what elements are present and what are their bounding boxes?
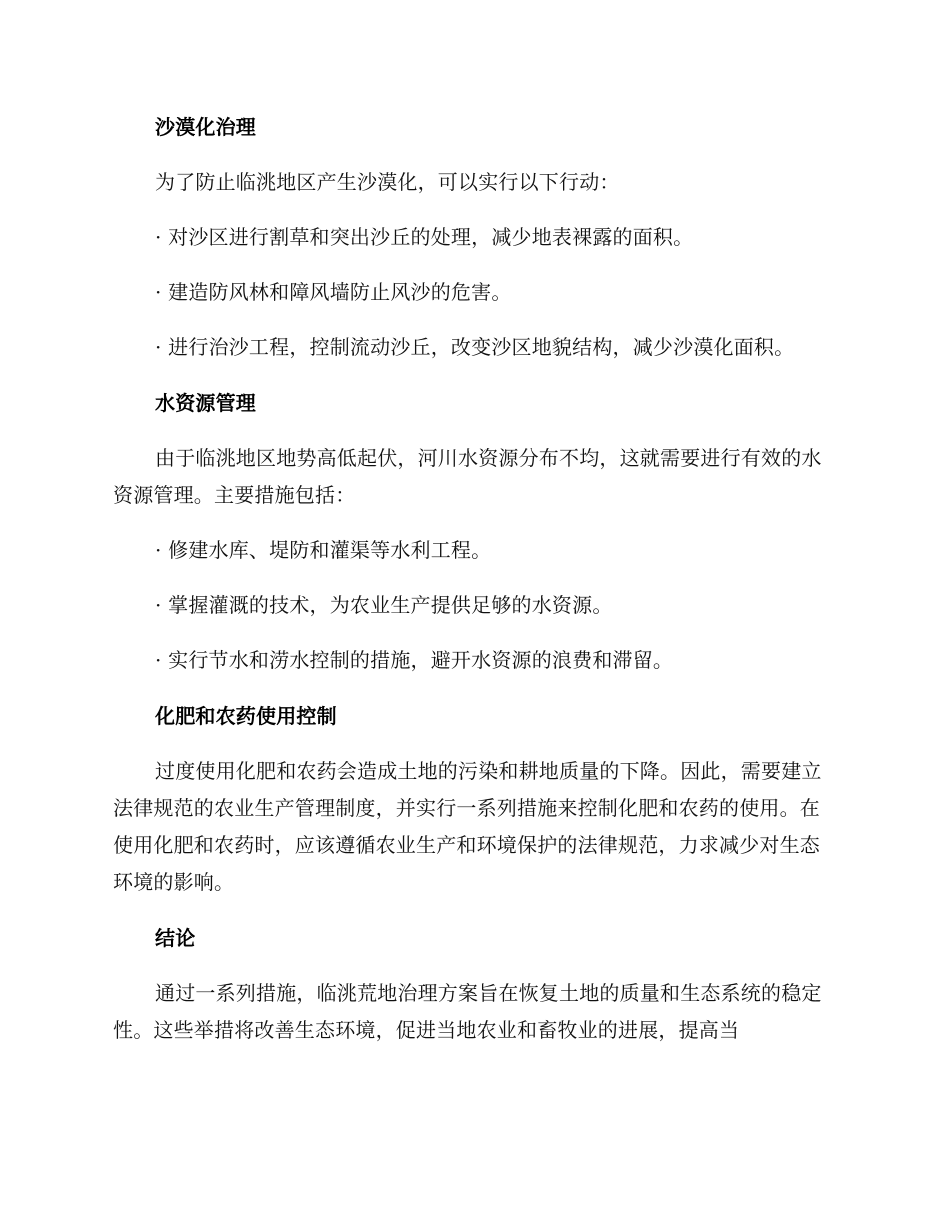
document-body [113, 108, 838, 1067]
section-paragraph-fertilizer: 过度使用化肥和农药会造成土地的污染和耕地质量的下降。因此，需要建立法律规范的农业生产管理制度，并实行一系列措施来控制化肥和农药的使用。在使用化肥和农药时，应该遵循农业生产和环境保护的法律规范，力求减少对生态环境的影响。 [113, 759, 822, 894]
bullet-item: · 实行节水和涝水控制的措施，避开水资源的浪费和滞留。 [155, 648, 674, 672]
section-heading-fertilizer: 化肥和农药使用控制 [155, 704, 337, 728]
bullet-item: · 掌握灌溉的技术，为农业生产提供足够的水资源。 [155, 593, 613, 617]
section-intro-water: 由于临洮地区地势高低起伏，河川水资源分布不均，这就需要进行有效的水资源管理。主要措施包括： [113, 446, 822, 507]
section-paragraph-conclusion: 通过一系列措施，临洮荒地治理方案旨在恢复土地的质量和生态系统的稳定性。这些举措将改善生态环境，促进当地农业和畜牧业的进展，提高当 [113, 981, 822, 1042]
bullet-item: · 对沙区进行割草和突出沙丘的处理，减少地表裸露的面积。 [155, 225, 694, 249]
section-intro-desertification: 为了防止临洮地区产生沙漠化，可以实行以下行动： [155, 170, 620, 194]
section-heading-conclusion: 结论 [155, 926, 196, 950]
bullet-item: · 修建水库、堤防和灌渠等水利工程。 [155, 538, 492, 562]
section-heading-water: 水资源管理 [155, 391, 256, 415]
section-heading-desertification: 沙漠化治理 [155, 115, 256, 139]
bullet-item: · 建造防风林和障风墙防止风沙的危害。 [155, 280, 512, 304]
bullet-item: · 进行治沙工程，控制流动沙丘，改变沙区地貌结构，减少沙漠化面积。 [155, 335, 795, 359]
